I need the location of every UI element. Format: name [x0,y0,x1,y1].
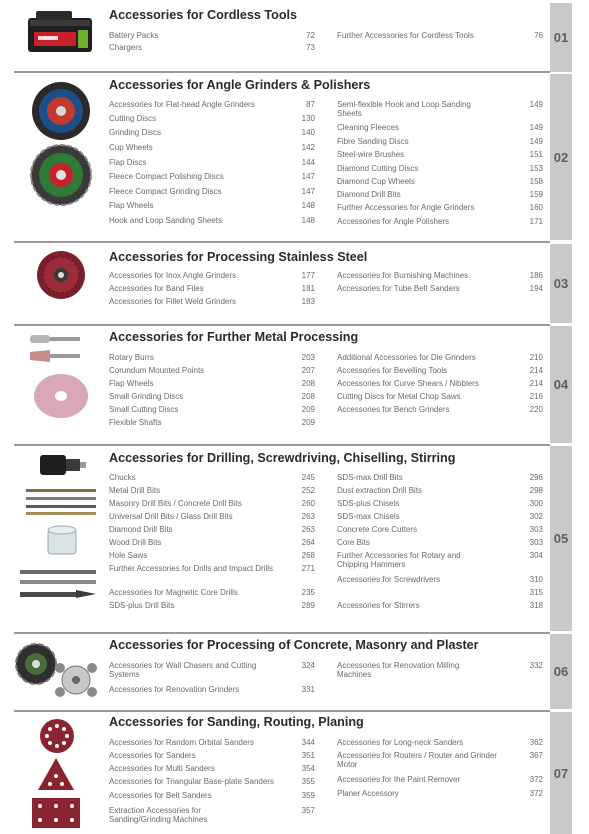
entry-label: Rotary Burrs [109,353,154,362]
entry-page: 153 [529,164,543,173]
entry-label: Extraction Accessories for Sanding/Grinding Machines [109,806,208,825]
section-06 [0,634,589,712]
entry-page: 252 [301,486,315,495]
entry-page: 147 [301,187,315,196]
entry-page: 344 [301,738,315,747]
entry-page: 140 [301,128,315,137]
entry-label: Hook and Loop Sanding Sheets [109,216,222,225]
entry-label: Chucks [109,473,136,482]
entry-label: Cutting Discs for Metal Chop Saws [337,392,461,401]
section-title: Accessories for Cordless Tools [109,8,298,22]
section-tab-02[interactable]: 02 [550,74,572,240]
section-tab-01[interactable]: 01 [550,3,572,72]
entry-label: Accessories for Inox Angle Grinders [109,271,237,280]
section-title: Accessories for Processing of Concrete, Masonry and Plaster [109,638,479,652]
entry-page: 304 [529,551,543,560]
entry-page: 214 [529,379,543,388]
cutting-disc-image [30,80,92,142]
section-04 [0,326,589,446]
entry-label: Dust extraction Drill Bits [337,486,422,495]
entry-page: 130 [301,114,315,123]
entry-page: 149 [529,123,543,132]
entry-label: Accessories for Angle Polishers [337,217,450,226]
grinding-wheel-image [32,372,90,420]
section-divider [14,71,550,73]
entry-label: Diamond Drill Bits [109,525,173,534]
section-title: Accessories for Drilling, Screwdriving, Chiselling, Stirring [109,451,456,465]
section-title: Accessories for Sanding, Routing, Planing [109,715,364,729]
entry-page: 355 [301,777,315,786]
entry-label: SDS-max Drill Bits [337,473,403,482]
entry-page: 148 [301,201,315,210]
entry-page: 271 [301,564,315,573]
entry-page: 354 [301,764,315,773]
entry-label: Further Accessories for Drills and Impact Drills [109,564,274,573]
entry-label: Concrete Core Cutters [337,525,418,534]
entry-label: Accessories for Flat-head Angle Grinders [109,100,255,109]
entry-label: Accessories for Sanders [109,751,196,760]
entry-label: Additional Accessories for Die Grinders [337,353,476,362]
sanding-disc-image [38,718,76,754]
entry-page: 148 [301,216,315,225]
section-divider [14,241,550,243]
entry-label: Accessories for Fillet Weld Grinders [109,297,236,306]
entry-page: 263 [301,512,315,521]
entry-page: 149 [529,137,543,146]
entry-label: Further Accessories for Angle Grinders [337,203,475,212]
entry-page: 367 [529,751,543,760]
flap-disc-image [36,250,86,300]
entry-page: 263 [301,525,315,534]
entry-label: Accessories for Renovation Grinders [109,685,240,694]
entry-label: Corundum Mounted Points [109,366,205,375]
entry-page: 220 [529,405,543,414]
section-tab-03[interactable]: 03 [550,244,572,323]
entry-label: Flap Wheels [109,379,154,388]
entry-label: Accessories for Belt Sanders [109,791,212,800]
entry-page: 235 [301,588,315,597]
rotary-burr-image [28,334,84,370]
drill-bits-image [24,486,98,516]
section-title: Accessories for Processing Stainless Steel [109,250,368,264]
entry-page: 362 [529,738,543,747]
entry-label: Small Grinding Discs [109,392,184,401]
section-01 [0,0,589,74]
entry-label: Further Accessories for Cordless Tools [337,31,474,40]
entry-page: 203 [301,353,315,362]
entry-label: SDS-max Chisels [337,512,400,521]
entry-label: Wood Drill Bits [109,538,162,547]
diamond-disc-image [30,142,92,208]
section-07 [0,712,589,834]
entry-label: Fibre Sanding Discs [337,137,409,146]
entry-label: Flap Wheels [109,201,154,210]
entry-label: Steel-wire Brushes [337,150,405,159]
section-03 [0,244,589,326]
entry-page: 73 [306,43,315,52]
entry-page: 264 [301,538,315,547]
entry-page: 158 [529,177,543,186]
entry-label: Accessories for Burnishing Machines [337,271,469,280]
entry-label: Planer Accessory [337,789,399,798]
entry-label: Accessories for Renovation Milling Machines [337,661,460,680]
entry-page: 160 [529,203,543,212]
sds-bits-image [18,566,98,600]
entry-label: SDS-plus Chisels [337,499,400,508]
entry-page: 296 [529,473,543,482]
entry-page: 332 [529,661,543,670]
entry-page: 324 [301,661,315,670]
entry-page: 302 [529,512,543,521]
entry-page: 207 [301,366,315,375]
entry-label: Accessories for Multi Sanders [109,764,215,773]
hole-saw-image [44,524,80,558]
entry-page: 144 [301,158,315,167]
entry-page: 186 [529,271,543,280]
entry-page: 72 [306,31,315,40]
drill-chuck-image [36,452,88,478]
entry-label: Accessories for the Paint Remover [337,775,461,784]
entry-page: 171 [529,217,543,226]
entry-page: 181 [301,284,315,293]
entry-label: Fleece Compact Polishing Discs [109,172,224,181]
entry-page: 289 [301,601,315,610]
entry-page: 147 [301,172,315,181]
entry-label: Accessories for Random Orbital Sanders [109,738,254,747]
entry-page: 372 [529,789,543,798]
entry-page: 142 [301,143,315,152]
entry-label: Accessories for Wall Chasers and Cutting Systems [109,661,257,680]
entry-page: 300 [529,499,543,508]
entry-page: 210 [529,353,543,362]
battery-pack-image [26,8,96,56]
entry-label: Accessories for Bench Grinders [337,405,450,414]
delta-sanding-sheet-image [36,756,76,792]
entry-label: Diamond Drill Bits [337,190,401,199]
entry-label: Accessories for Screwdrivers [337,575,441,584]
entry-page: 76 [534,31,543,40]
entry-label: Diamond Cup Wheels [337,177,415,186]
entry-page: 245 [301,473,315,482]
section-tab-06[interactable]: 06 [550,634,572,709]
entry-label: Flexible Shafts [109,418,162,427]
section-title: Accessories for Angle Grinders & Polishers [109,78,371,92]
entry-label: Accessories for Band Files [109,284,204,293]
entry-page: 149 [529,100,543,109]
entry-label: Masonry Drill Bits / Concrete Drill Bits [109,499,242,508]
entry-page: 318 [529,601,543,610]
entry-label: Accessories for Magnetic Core Drills [109,588,238,597]
entry-label: Accessories for Tube Belt Sanders [337,284,460,293]
entry-page: 315 [529,588,543,597]
entry-page: 303 [529,525,543,534]
entry-label: Cleaning Fleeces [337,123,399,132]
entry-page: 151 [529,150,543,159]
entry-label: Flap Discs [109,158,147,167]
entry-label: Cutting Discs [109,114,157,123]
entry-page: 303 [529,538,543,547]
entry-page: 194 [529,284,543,293]
entry-label: Further Accessories for Rotary and Chipping Hammers [337,551,461,570]
entry-page: 177 [301,271,315,280]
entry-page: 216 [529,392,543,401]
entry-label: Accessories for Triangular Base-plate Sanders [109,777,274,786]
section-tab-04[interactable]: 04 [550,326,572,443]
entry-page: 359 [301,791,315,800]
entry-page: 372 [529,775,543,784]
entry-label: Small Cutting Discs [109,405,179,414]
section-tab-05[interactable]: 05 [550,446,572,631]
entry-page: 260 [301,499,315,508]
entry-page: 357 [301,806,315,815]
entry-page: 208 [301,379,315,388]
section-title: Accessories for Further Metal Processing [109,330,359,344]
entry-label: Universal Drill Bits / Glass Drill Bits [109,512,233,521]
entry-label: Semi-flexible Hook and Loop Sanding Sheets [337,100,471,119]
entry-label: Accessories for Stirrers [337,601,420,610]
section-tab-07[interactable]: 07 [550,712,572,834]
entry-label: Accessories for Routers / Router and Grinder Motor [337,751,498,770]
section-02 [0,74,589,244]
entry-label: Cup Wheels [109,143,153,152]
entry-page: 351 [301,751,315,760]
entry-label: Diamond Cutting Discs [337,164,419,173]
entry-page: 209 [301,418,315,427]
entry-label: Accessories for Bevelling Tools [337,366,448,375]
entry-page: 183 [301,297,315,306]
entry-page: 310 [529,575,543,584]
entry-label: Core Bits [337,538,370,547]
entry-label: Chargers [109,43,142,52]
entry-label: Accessories for Long-neck Sanders [337,738,464,747]
sanding-sheet-image [30,796,82,830]
entry-label: Battery Packs [109,31,159,40]
entry-label: Fleece Compact Grinding Discs [109,187,222,196]
entry-label: SDS-plus Drill Bits [109,601,175,610]
entry-page: 87 [306,100,315,109]
entry-page: 208 [301,392,315,401]
entry-page: 298 [529,486,543,495]
entry-page: 268 [301,551,315,560]
entry-page: 331 [301,685,315,694]
entry-label: Hole Saws [109,551,148,560]
entry-label: Grinding Discs [109,128,162,137]
section-05 [0,446,589,634]
entry-label: Metal Drill Bits [109,486,161,495]
entry-page: 209 [301,405,315,414]
entry-page: 159 [529,190,543,199]
milling-head-image [52,658,100,702]
entry-label: Accessories for Curve Shears / Nibblers [337,379,479,388]
entry-page: 214 [529,366,543,375]
